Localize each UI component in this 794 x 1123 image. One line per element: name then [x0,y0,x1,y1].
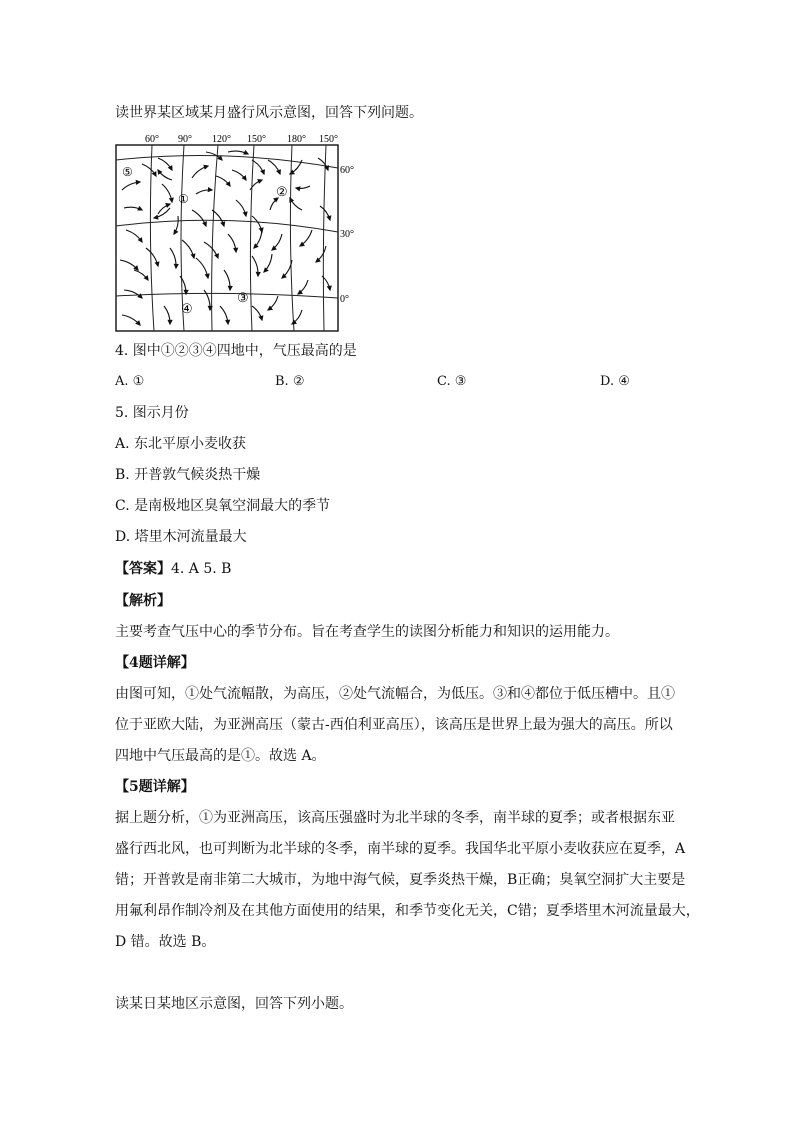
detail5-label: 【5题详解】 [115,779,195,795]
wind-arrowhead [296,187,300,190]
wind-arrowhead [327,216,330,220]
wind-arrowhead [328,286,331,290]
wind-arrowhead [226,320,229,324]
q5-option-c: C. 是南极地区臭氧空洞最大的季节 [115,498,331,514]
map-frame [116,145,338,331]
wind-arrowhead [244,151,248,154]
lon-label: 60° [145,134,159,145]
wind-arrowhead [204,165,208,168]
wind-arrows [120,151,331,325]
wind-arrowhead [259,316,262,320]
wind-arrowhead [258,180,262,183]
wind-arrowhead [155,262,158,266]
lat-label: 0° [340,294,349,305]
intro-text: 读世界某区域某月盛行风示意图，回答下列问题。 [115,105,423,121]
answer-label: 【答案】 [115,561,171,577]
marker-3: ③ [237,291,249,306]
q5-option-d: D. 塔里木河流量最大 [115,529,247,545]
prevailing-wind-map [112,130,357,335]
wind-arrowhead [166,204,170,207]
wind-arrowhead [221,222,224,226]
q4-option-b: B. ② [275,374,305,389]
lon-label: 90° [178,134,192,145]
wind-arrowhead [261,170,264,174]
detail4-line: 四地中气压最高的是①。故选 A。 [115,748,326,764]
lon-label: 150° [247,134,266,145]
detail5-line: 错；开普敦是南非第二大城市，为地中海气候，夏季炎热干燥，B正确；臭氧空洞扩大主要是 [115,872,686,888]
detail4-line: 位于亚欧大陆，为亚洲高压（蒙古-西伯利亚高压），该高压是世界上最为强大的高压。所以 [115,717,673,733]
wind-arrowhead [206,274,209,278]
wind-arrowhead [203,222,206,226]
wind-arrowhead [215,254,218,258]
wind-arrowhead [228,286,231,290]
wind-arrowhead [168,320,171,324]
answer-text: 4. A 5. B [171,561,232,577]
lon-label: 180° [287,134,306,145]
wind-arrowhead [136,181,140,184]
lat-label: 60° [340,165,354,176]
wind-arrowhead [154,216,158,219]
detail5-line: D 错。故选 B。 [115,934,216,950]
wind-arrowhead [256,272,259,276]
wind-arrowhead [174,264,177,268]
answer-line [115,560,231,578]
wind-arrowhead [138,207,142,210]
analysis-label: 【解析】 [115,593,171,609]
parallels [116,156,338,299]
detail5-line: 用氟利昂作制冷剂及在其他方面使用的结果，和季节变化无关，C错；夏季塔里木河流量最大， [115,903,700,919]
detail4-label: 【4题详解】 [115,655,195,671]
wind-arrowhead [277,170,280,174]
wind-arrowhead [174,230,177,234]
lat-label: 30° [340,229,354,240]
q4-option-c: C. ③ [437,374,467,389]
wind-arrowhead [170,198,173,202]
detail5-line: 据上题分析，①为亚洲高压，该高压强盛时为北半球的冬季，南半球的夏季；或者根据东亚 [115,810,675,826]
detail4-line: 由图可知，①处气流幅散，为高压，②处气流幅合，为低压。③和④都位于低压槽中。且① [115,686,675,702]
wind-arrowhead [244,212,247,216]
wind-arrowhead [325,166,328,170]
wind-arrowhead [191,254,194,258]
q5-option-b: B. 开普敦气候炎热干燥 [115,467,261,483]
wind-arrowhead [208,188,212,191]
q5-stem: 5. 图示月份 [115,405,189,421]
next-intro-text: 读某日某地区示意图，回答下列小题。 [115,996,353,1012]
wind-arrowhead [234,248,237,252]
detail5-line: 盛行西北风，也可判断为北半球的冬季，南半球的夏季。我国华北平原小麦收获应在夏季，A [115,841,686,857]
marker-5: ⑤ [122,165,133,179]
analysis-text: 主要考查气压中心的季节分布。旨在考查学生的读图分析能力和知识的运用能力。 [115,624,619,640]
q5-option-a: A. 东北平原小麦收获 [115,436,247,452]
q4-option-d: D. ④ [600,374,630,389]
marker-1: ① [178,192,189,206]
wind-arrowhead [290,198,293,202]
lon-label: 120° [212,134,231,145]
q4-option-a: A. ① [115,374,145,389]
lon-label: 150° [319,134,338,145]
q4-stem: 4. 图中①②③④四地中，气压最高的是 [115,343,357,359]
marker-2: ② [276,185,288,200]
marker-4: ④ [181,302,193,317]
